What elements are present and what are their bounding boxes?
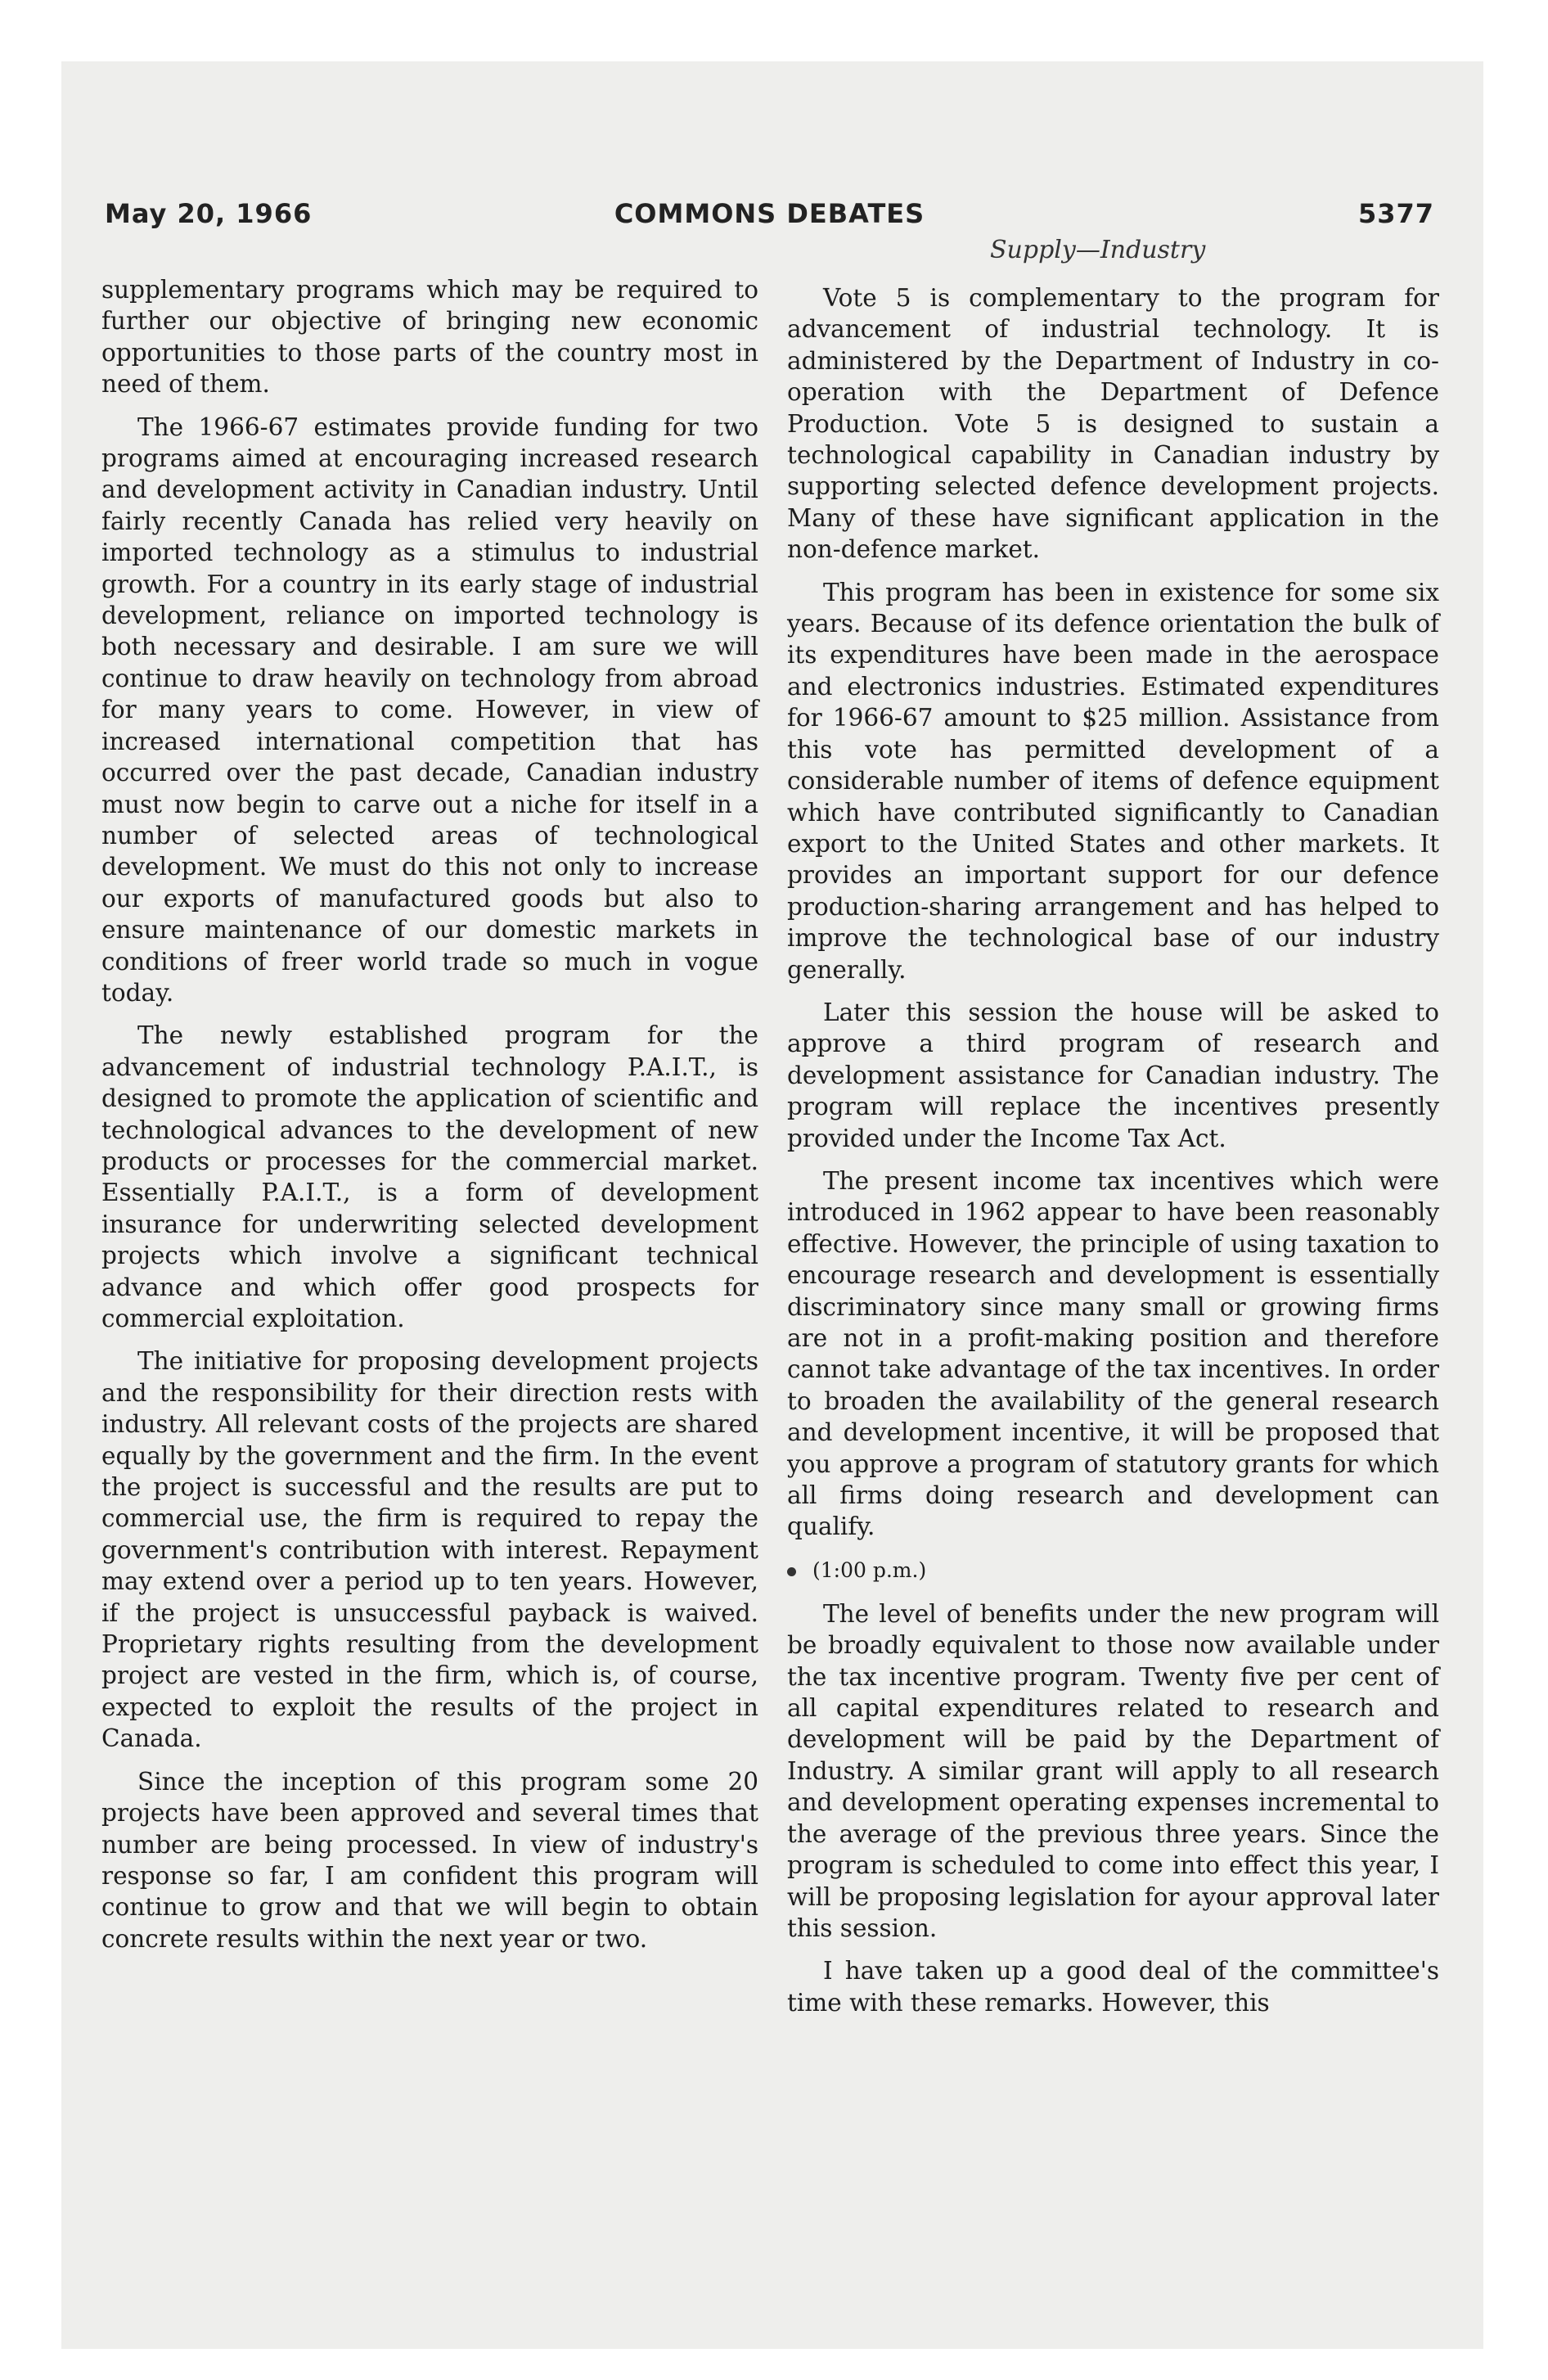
paragraph: The newly established program for the advancement of industrial technology P.A.I.T., is designed to promote the application of scientific and technological advances to the development of new products or processes for the commercial market. Essentially P.A.I.T., is a form of development insurance for underwriting selected development projects which involve a significant technical advance and which offer good prospects for commercial exploitation.	[101, 1021, 758, 1332]
paragraph: The 1966-67 estimates provide funding for two programs aimed at encouraging increased research and development activity in Canadian industry. Until fairly recently Canada has relied very heavily on imported technology as a stimulus to industrial growth. For a country in its early stage of industrial development, reliance on imported technology is both necessary and desirable. I am sure we will continue to draw heavily on technology from abroad for many years to come. However, in view of increased international competition that has occurred over the past decade, Canadian industry must now begin to carve out a niche for itself in a number of selected areas of technological development. We must do this not only to increase our exports of manufactured goods but also to ensure maintenance of our domestic markets in conditions of freer world trade so much in vogue today.	[101, 412, 758, 1007]
paragraph: The level of benefits under the new program will be broadly equivalent to those now available under the tax incentive program. Twenty five per cent of all capital expenditures related to research and development will be paid by the Department of Industry. A similar grant will apply to all research and development operating expenses incremental to the average of the previous three years. Since the program is scheduled to come into effect this year, I will be proposing legislation for ayour approval later this session.	[787, 1599, 1439, 1942]
page-header	[105, 198, 1434, 237]
paragraph: supplementary programs which may be required to further our objective of bringing new economic opportunities to those parts of the country most in need of them.	[101, 276, 758, 399]
header-title: COMMONS DEBATES	[614, 198, 925, 229]
paragraph: This program has been in existence for some six years. Because of its defence orientation the bulk of its expenditures have been made in the aerospace and electronics industries. Estimated expenditures for 1966-67 amount to $25 million. Assistance from this vote has permitted development of a considerable number of items of defence equipment which have contributed significantly to Canadian export to the United States and other markets. It provides an important support for our defence production-sharing arrangement and has helped to improve the technological base of our industry generally.	[787, 578, 1439, 984]
paragraph: I have taken up a good deal of the committee's time with these remarks. However, this	[787, 1957, 1439, 2017]
left-column	[101, 274, 758, 1966]
paragraph: Vote 5 is complementary to the program for advancement of industrial technology. It is administered by the Department of Industry in co-operation with the Department of Defence Production. Vote 5 is designed to sustain a technological capability in Canadian industry by supporting selected defence development projects. Many of these have significant application in the non-defence market.	[787, 284, 1439, 564]
bullet-icon	[787, 1567, 796, 1576]
header-date: May 20, 1966	[105, 198, 313, 229]
time-marker-text: (1:00 p.m.)	[812, 1557, 927, 1582]
paragraph: The initiative for proposing development projects and the responsibility for their direction rests with industry. All relevant costs of the projects are shared equally by the government and the firm. In the event the project is successful and the results are put to commercial use, the firm is required to repay the government's contribution with interest. Repayment may extend over a period up to ten years. However, if the project is unsuccessful payback is waived. Proprietary rights resulting from the development project are vested in the firm, which is, of course, expected to exploit the results of the project in Canada.	[101, 1347, 758, 1753]
header-page-number: 5377	[1357, 198, 1434, 229]
paragraph: Later this session the house will be asked to approve a third program of research and development assistance for Canadian industry. The program will replace the incentives presently provided under the Income Tax Act.	[787, 998, 1439, 1152]
running-head: Supply—Industry	[990, 236, 1206, 264]
paragraph: Since the inception of this program some 20 projects have been approved and several times that number are being processed. In view of industry's response so far, I am confident this program will continue to grow and that we will begin to obtain concrete results within the next year or two.	[101, 1767, 758, 1953]
paragraph: The present income tax incentives which were introduced in 1962 appear to have been reasonably effective. However, the principle of using taxation to encourage research and development is essentially discriminatory since many small or growing firms are not in a profit-making position and therefore cannot take advantage of the tax incentives. In order to broaden the availability of the general research and development incentive, it will be proposed that you approve a program of statutory grants for which all firms doing research and development can qualify.	[787, 1166, 1439, 1541]
right-column	[787, 282, 1439, 2030]
time-marker	[787, 1554, 1439, 1587]
